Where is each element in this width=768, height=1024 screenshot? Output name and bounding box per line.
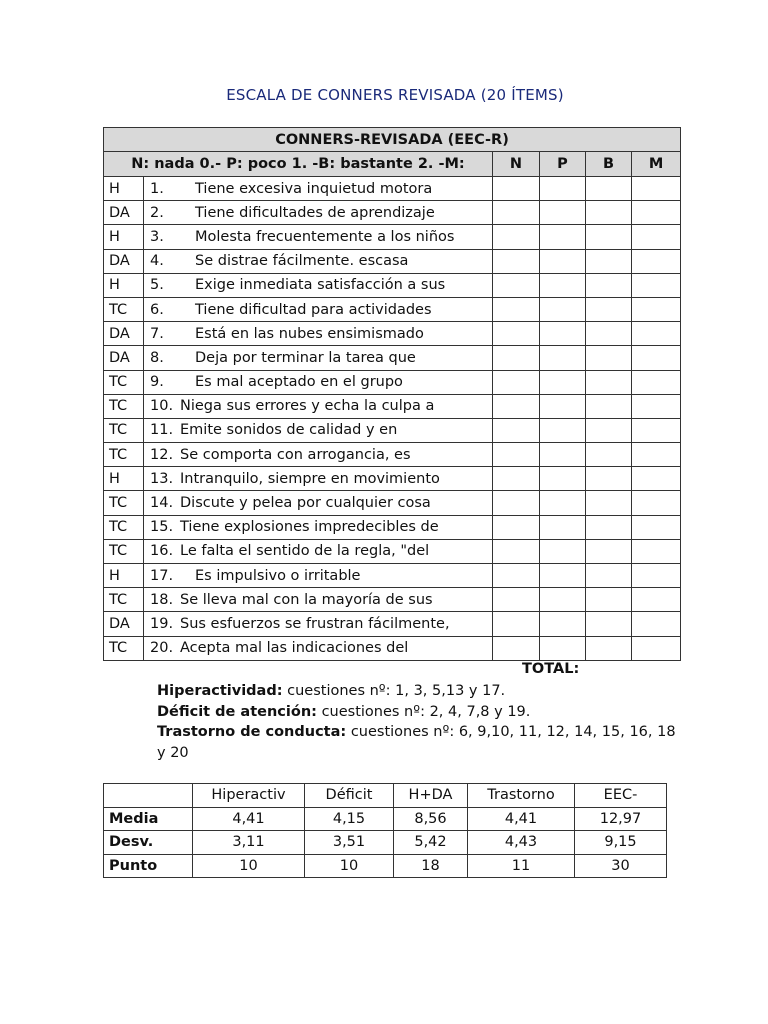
stats-value: 10 <box>193 854 305 878</box>
item-text-cell <box>144 273 493 297</box>
table-row <box>104 322 681 346</box>
score-cell-n[interactable] <box>493 394 540 418</box>
score-cell-p[interactable] <box>540 370 586 394</box>
table-row <box>104 370 681 394</box>
table-row <box>104 515 681 539</box>
score-cell-m[interactable] <box>632 418 681 442</box>
item-text: Acepta mal las indicaciones del <box>180 640 409 657</box>
table-row <box>104 443 681 467</box>
item-number: 6. <box>150 301 164 318</box>
col-header-m: M <box>632 152 681 177</box>
score-cell-m[interactable] <box>632 322 681 346</box>
note-conduct <box>157 722 677 763</box>
score-cell-n[interactable] <box>493 443 540 467</box>
stats-value: 4,41 <box>193 807 305 831</box>
item-code: TC <box>104 636 144 660</box>
item-number: 11. <box>150 422 174 439</box>
item-text-cell <box>144 177 493 201</box>
score-cell-b[interactable] <box>586 225 632 249</box>
score-cell-m[interactable] <box>632 370 681 394</box>
note-deficit-label: Déficit de atención: <box>157 703 317 720</box>
score-cell-p[interactable] <box>540 636 586 660</box>
score-cell-p[interactable] <box>540 564 586 588</box>
table-row <box>104 249 681 273</box>
item-code: DA <box>104 201 144 225</box>
item-text-cell <box>144 443 493 467</box>
item-text: Emite sonidos de calidad y en <box>180 422 398 439</box>
item-number: 15. <box>150 519 174 536</box>
score-cell-b[interactable] <box>586 539 632 563</box>
score-cell-n[interactable] <box>493 249 540 273</box>
score-cell-b[interactable] <box>586 564 632 588</box>
score-cell-m[interactable] <box>632 177 681 201</box>
item-code: DA <box>104 612 144 636</box>
score-cell-p[interactable] <box>540 249 586 273</box>
score-cell-b[interactable] <box>586 201 632 225</box>
item-code: TC <box>104 515 144 539</box>
score-cell-p[interactable] <box>540 273 586 297</box>
item-text-cell <box>144 370 493 394</box>
stats-value: 5,42 <box>394 831 468 855</box>
item-text: Intranquilo, siempre en movimiento <box>180 470 440 487</box>
item-text: Tiene dificultad para actividades <box>195 301 432 318</box>
stats-value: 18 <box>394 854 468 878</box>
item-text-cell <box>144 467 493 491</box>
table-row <box>104 636 681 660</box>
note-deficit-text: cuestiones nº: 2, 4, 7,8 y 19. <box>321 703 531 720</box>
table-row <box>104 467 681 491</box>
score-cell-b[interactable] <box>586 177 632 201</box>
item-code: TC <box>104 370 144 394</box>
item-code: TC <box>104 443 144 467</box>
score-cell-n[interactable] <box>493 297 540 321</box>
score-cell-b[interactable] <box>586 273 632 297</box>
item-number: 3. <box>150 228 164 245</box>
item-text-cell <box>144 564 493 588</box>
note-conduct-text: cuestiones nº: 6, 9,10, 11, 12, 14, 15, 16, 18 y 20 <box>157 724 676 761</box>
score-cell-m[interactable] <box>632 491 681 515</box>
table-row <box>104 394 681 418</box>
score-cell-p[interactable] <box>540 418 586 442</box>
score-cell-p[interactable] <box>540 515 586 539</box>
score-cell-b[interactable] <box>586 612 632 636</box>
stats-value: 4,41 <box>468 807 575 831</box>
stats-col-header: Déficit <box>305 784 394 808</box>
score-cell-m[interactable] <box>632 564 681 588</box>
score-cell-n[interactable] <box>493 588 540 612</box>
stats-value: 4,43 <box>468 831 575 855</box>
item-text: Está en las nubes ensimismado <box>195 325 424 342</box>
item-text-cell <box>144 322 493 346</box>
item-text-cell <box>144 636 493 660</box>
item-code: TC <box>104 588 144 612</box>
item-code: DA <box>104 322 144 346</box>
item-text-cell <box>144 297 493 321</box>
score-cell-b[interactable] <box>586 370 632 394</box>
score-cell-b[interactable] <box>586 394 632 418</box>
item-text: Deja por terminar la tarea que <box>195 349 416 366</box>
note-conduct-label: Trastorno de conducta: <box>157 724 347 741</box>
score-cell-m[interactable] <box>632 588 681 612</box>
stats-value: 9,15 <box>575 831 667 855</box>
stats-col-header: Trastorno <box>468 784 575 808</box>
stats-col-header: H+DA <box>394 784 468 808</box>
score-cell-p[interactable] <box>540 322 586 346</box>
score-cell-n[interactable] <box>493 370 540 394</box>
score-cell-p[interactable] <box>540 588 586 612</box>
item-code: TC <box>104 394 144 418</box>
stats-row <box>104 854 667 878</box>
score-cell-n[interactable] <box>493 515 540 539</box>
table-row <box>104 225 681 249</box>
item-text-cell <box>144 588 493 612</box>
stats-value: 30 <box>575 854 667 878</box>
score-cell-n[interactable] <box>493 539 540 563</box>
note-hyper-label: Hiperactividad: <box>157 683 283 699</box>
table-row <box>104 418 681 442</box>
item-number: 5. <box>150 277 164 294</box>
col-header-b: B <box>586 152 632 177</box>
score-cell-p[interactable] <box>540 297 586 321</box>
score-cell-n[interactable] <box>493 201 540 225</box>
conners-table <box>103 127 681 661</box>
score-cell-b[interactable] <box>586 491 632 515</box>
item-text: Sus esfuerzos se frustran fácilmente, <box>180 615 450 632</box>
table-row <box>104 491 681 515</box>
score-cell-m[interactable] <box>632 201 681 225</box>
stats-value: 10 <box>305 854 394 878</box>
item-text: Se distrae fácilmente. escasa <box>195 253 409 270</box>
note-deficit <box>157 702 677 723</box>
item-number: 17. <box>150 567 174 584</box>
item-code: H <box>104 467 144 491</box>
table-header-row <box>104 128 681 152</box>
stats-value: 3,11 <box>193 831 305 855</box>
score-cell-n[interactable] <box>493 273 540 297</box>
item-number: 20. <box>150 640 174 657</box>
score-cell-p[interactable] <box>540 467 586 491</box>
item-text-cell <box>144 515 493 539</box>
stats-header-row <box>104 784 667 808</box>
item-text-cell <box>144 249 493 273</box>
score-cell-b[interactable] <box>586 249 632 273</box>
score-cell-m[interactable] <box>632 394 681 418</box>
item-code: H <box>104 225 144 249</box>
score-cell-p[interactable] <box>540 394 586 418</box>
item-code: TC <box>104 491 144 515</box>
item-text-cell <box>144 394 493 418</box>
score-cell-p[interactable] <box>540 225 586 249</box>
table-row <box>104 177 681 201</box>
item-code: TC <box>104 418 144 442</box>
note-hyperactivity <box>157 681 677 702</box>
item-text: Le falta el sentido de la regla, "del <box>180 543 430 560</box>
score-cell-p[interactable] <box>540 201 586 225</box>
table-header-title: CONNERS-REVISADA (EEC-R) <box>104 128 681 152</box>
score-cell-m[interactable] <box>632 225 681 249</box>
score-cell-b[interactable] <box>586 636 632 660</box>
item-number: 19. <box>150 615 174 632</box>
score-cell-n[interactable] <box>493 322 540 346</box>
table-legend: N: nada 0.- P: poco 1. -B: bastante 2. -M: <box>104 152 493 177</box>
score-cell-n[interactable] <box>493 491 540 515</box>
item-text: Es mal aceptado en el grupo <box>195 374 403 391</box>
score-cell-m[interactable] <box>632 273 681 297</box>
score-cell-n[interactable] <box>493 612 540 636</box>
score-cell-b[interactable] <box>586 346 632 370</box>
scoring-notes <box>157 681 677 763</box>
score-cell-n[interactable] <box>493 225 540 249</box>
item-text: Tiene excesiva inquietud motora <box>195 180 433 197</box>
score-cell-b[interactable] <box>586 588 632 612</box>
score-cell-m[interactable] <box>632 346 681 370</box>
stats-table <box>103 783 667 878</box>
score-cell-n[interactable] <box>493 177 540 201</box>
item-number: 16. <box>150 543 174 560</box>
item-text: Niega sus errores y echa la culpa a <box>180 398 435 415</box>
score-cell-m[interactable] <box>632 467 681 491</box>
item-text: Se comporta con arrogancia, es <box>180 446 411 463</box>
item-number: 14. <box>150 495 174 512</box>
stats-row-label: Desv. <box>104 831 193 855</box>
table-row <box>104 588 681 612</box>
score-cell-b[interactable] <box>586 418 632 442</box>
table-row <box>104 346 681 370</box>
score-cell-b[interactable] <box>586 322 632 346</box>
item-text-cell <box>144 539 493 563</box>
item-code: DA <box>104 249 144 273</box>
score-cell-n[interactable] <box>493 346 540 370</box>
note-hyper-text: cuestiones nº: 1, 3, 5,13 y 17. <box>287 683 506 699</box>
table-row <box>104 273 681 297</box>
table-row <box>104 612 681 636</box>
score-cell-b[interactable] <box>586 515 632 539</box>
item-code: TC <box>104 297 144 321</box>
table-row <box>104 539 681 563</box>
score-cell-m[interactable] <box>632 443 681 467</box>
col-header-n: N <box>493 152 540 177</box>
score-cell-n[interactable] <box>493 636 540 660</box>
stats-col-header <box>104 784 193 808</box>
item-number: 7. <box>150 325 164 342</box>
score-cell-m[interactable] <box>632 249 681 273</box>
item-text-cell <box>144 491 493 515</box>
score-cell-p[interactable] <box>540 177 586 201</box>
item-code: H <box>104 273 144 297</box>
total-label: TOTAL: <box>522 661 580 677</box>
stats-col-header: EEC- <box>575 784 667 808</box>
item-number: 1. <box>150 180 164 197</box>
table-row <box>104 564 681 588</box>
item-number: 9. <box>150 374 164 391</box>
stats-row <box>104 807 667 831</box>
score-cell-n[interactable] <box>493 467 540 491</box>
score-cell-p[interactable] <box>540 539 586 563</box>
item-code: TC <box>104 539 144 563</box>
stats-value: 11 <box>468 854 575 878</box>
score-cell-b[interactable] <box>586 467 632 491</box>
table-row <box>104 201 681 225</box>
score-cell-m[interactable] <box>632 539 681 563</box>
stats-value: 4,15 <box>305 807 394 831</box>
score-cell-n[interactable] <box>493 564 540 588</box>
item-number: 13. <box>150 470 174 487</box>
item-text: Se lleva mal con la mayoría de sus <box>180 591 433 608</box>
score-cell-p[interactable] <box>540 612 586 636</box>
item-text: Es impulsivo o irritable <box>195 567 361 584</box>
item-code: H <box>104 177 144 201</box>
item-text: Tiene explosiones impredecibles de <box>180 519 439 536</box>
item-text-cell <box>144 612 493 636</box>
item-number: 4. <box>150 253 164 270</box>
col-header-p: P <box>540 152 586 177</box>
score-cell-m[interactable] <box>632 636 681 660</box>
item-text-cell <box>144 346 493 370</box>
page-title: ESCALA DE CONNERS REVISADA (20 ÍTEMS) <box>226 86 564 104</box>
table-row <box>104 297 681 321</box>
item-number: 2. <box>150 204 164 221</box>
item-text-cell <box>144 201 493 225</box>
score-cell-b[interactable] <box>586 297 632 321</box>
item-number: 10. <box>150 398 174 415</box>
item-text-cell <box>144 418 493 442</box>
item-code: H <box>104 564 144 588</box>
stats-value: 12,97 <box>575 807 667 831</box>
score-cell-p[interactable] <box>540 491 586 515</box>
item-number: 12. <box>150 446 174 463</box>
item-number: 8. <box>150 349 164 366</box>
item-text: Molesta frecuentemente a los niños <box>195 228 455 245</box>
stats-value: 3,51 <box>305 831 394 855</box>
score-cell-n[interactable] <box>493 418 540 442</box>
score-cell-m[interactable] <box>632 515 681 539</box>
item-number: 18. <box>150 591 174 608</box>
table-legend-row <box>104 152 681 177</box>
score-cell-p[interactable] <box>540 346 586 370</box>
item-text: Tiene dificultades de aprendizaje <box>195 204 435 221</box>
score-cell-p[interactable] <box>540 443 586 467</box>
score-cell-b[interactable] <box>586 443 632 467</box>
stats-col-header: Hiperactiv <box>193 784 305 808</box>
item-text: Exige inmediata satisfacción a sus <box>195 277 446 294</box>
stats-row <box>104 831 667 855</box>
stats-row-label: Punto <box>104 854 193 878</box>
item-text-cell <box>144 225 493 249</box>
item-text: Discute y pelea por cualquier cosa <box>180 495 431 512</box>
stats-row-label: Media <box>104 807 193 831</box>
item-code: DA <box>104 346 144 370</box>
stats-value: 8,56 <box>394 807 468 831</box>
score-cell-m[interactable] <box>632 612 681 636</box>
score-cell-m[interactable] <box>632 297 681 321</box>
